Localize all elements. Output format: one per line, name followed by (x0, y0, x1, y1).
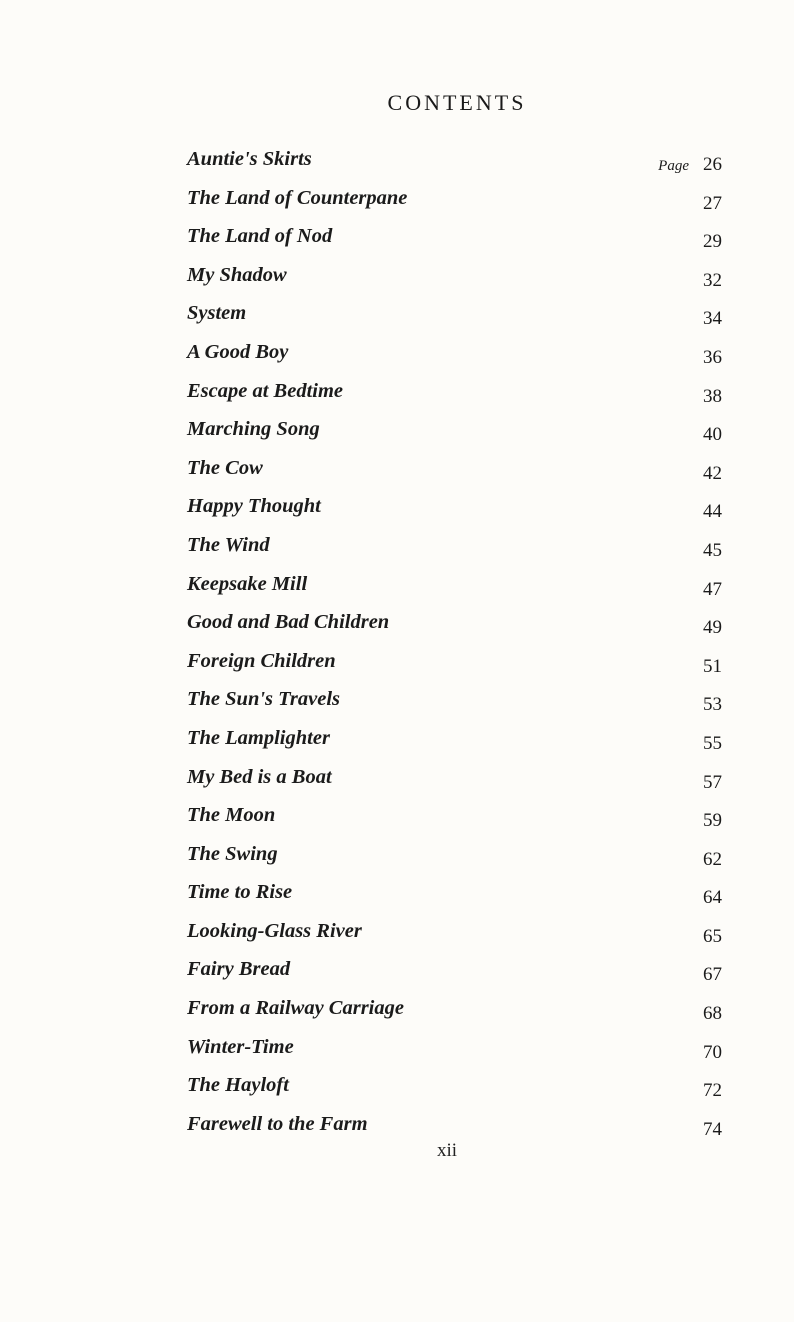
toc-entry-title: From a Railway Carriage (187, 997, 404, 1020)
toc-entry-title: Fairy Bread (187, 958, 291, 981)
toc-row (187, 185, 722, 224)
toc-page-number: 65 (703, 925, 722, 947)
toc-entry-title: My Shadow (187, 263, 287, 286)
toc-entry-title: Happy Thought (187, 495, 321, 518)
toc-entry-page (658, 152, 722, 179)
toc-entry-title: Good and Bad Children (187, 611, 390, 634)
toc-page-number: 32 (703, 269, 722, 291)
toc-page-number: 29 (703, 231, 722, 253)
toc-page-number: 47 (703, 578, 722, 600)
toc-entry-title: Escape at Bedtime (187, 379, 344, 402)
toc-row (187, 956, 722, 995)
toc-entry-title: A Good Boy (187, 340, 289, 363)
toc-row (187, 841, 722, 880)
toc-entry-title: My Bed is a Boat (187, 765, 332, 788)
toc-page-number: 27 (703, 192, 722, 214)
toc-entry-title: The Hayloft (187, 1074, 289, 1097)
toc-page-number: 36 (703, 346, 722, 368)
toc-entry-title: The Swing (187, 842, 278, 865)
toc-entry-title: The Sun's Travels (187, 688, 341, 711)
toc-row (187, 686, 722, 725)
toc-row (187, 146, 722, 185)
toc-page-number: 67 (703, 964, 722, 986)
toc-entry-title: The Land of Counterpane (187, 186, 408, 209)
toc-page-number: 64 (703, 887, 722, 909)
toc-page-number: 55 (703, 732, 722, 754)
toc-page-number: 51 (703, 655, 722, 677)
toc-row (187, 918, 722, 957)
toc-row (187, 879, 722, 918)
toc-page-number: 57 (703, 771, 722, 793)
toc-page-number: 62 (703, 848, 722, 870)
contents-heading: CONTENTS (387, 90, 527, 115)
toc-entry-title: Auntie's Skirts (187, 148, 312, 170)
toc-row (187, 571, 722, 610)
toc-entry-title: Foreign Children (187, 649, 336, 672)
toc-row (187, 300, 722, 339)
toc-page-number: 53 (703, 694, 722, 716)
toc-row (187, 223, 722, 262)
toc-page-number: 70 (703, 1041, 722, 1063)
toc-row (187, 493, 722, 532)
toc-page-number: 40 (703, 424, 722, 446)
toc-row (187, 262, 722, 301)
toc-row (187, 416, 722, 455)
toc-row (187, 764, 722, 803)
page-folio: xii (436, 1140, 458, 1161)
table-of-contents (187, 146, 722, 1149)
toc-row (187, 1034, 722, 1073)
toc-row (187, 648, 722, 687)
toc-page-number: 34 (703, 308, 722, 330)
toc-page-number: 74 (703, 1118, 722, 1140)
toc-entry-title: Time to Rise (187, 881, 293, 904)
toc-entry-title: Looking-Glass River (187, 919, 362, 942)
toc-row (187, 995, 722, 1034)
toc-entry-title: The Land of Nod (187, 225, 333, 248)
toc-row (187, 532, 722, 571)
toc-row (187, 455, 722, 494)
toc-entry-title: The Moon (187, 804, 276, 827)
toc-entry-title: Keepsake Mill (187, 572, 308, 595)
toc-page-number: 42 (703, 462, 722, 484)
toc-entry-title: The Lamplighter (187, 726, 330, 749)
toc-entry-title: System (187, 302, 247, 325)
toc-page-number: 45 (703, 539, 722, 561)
toc-page-number: 38 (703, 385, 722, 407)
toc-entry-title: The Wind (187, 533, 270, 556)
toc-row (187, 1072, 722, 1111)
toc-page-number: 26 (703, 154, 722, 175)
toc-row (187, 339, 722, 378)
toc-page-number: 59 (703, 810, 722, 832)
toc-entry-title: Marching Song (187, 418, 320, 441)
toc-entry-title: Winter-Time (187, 1035, 294, 1058)
toc-entry-title: Farewell to the Farm (187, 1112, 368, 1135)
page-label: Page (658, 158, 689, 174)
toc-page-number: 44 (703, 501, 722, 523)
toc-row (187, 725, 722, 764)
toc-page-number: 49 (703, 617, 722, 639)
toc-row (187, 378, 722, 417)
toc-row (187, 609, 722, 648)
toc-page-number: 72 (703, 1080, 722, 1102)
toc-entry-title: The Cow (187, 456, 263, 479)
toc-row (187, 802, 722, 841)
toc-page-number: 68 (703, 1003, 722, 1025)
